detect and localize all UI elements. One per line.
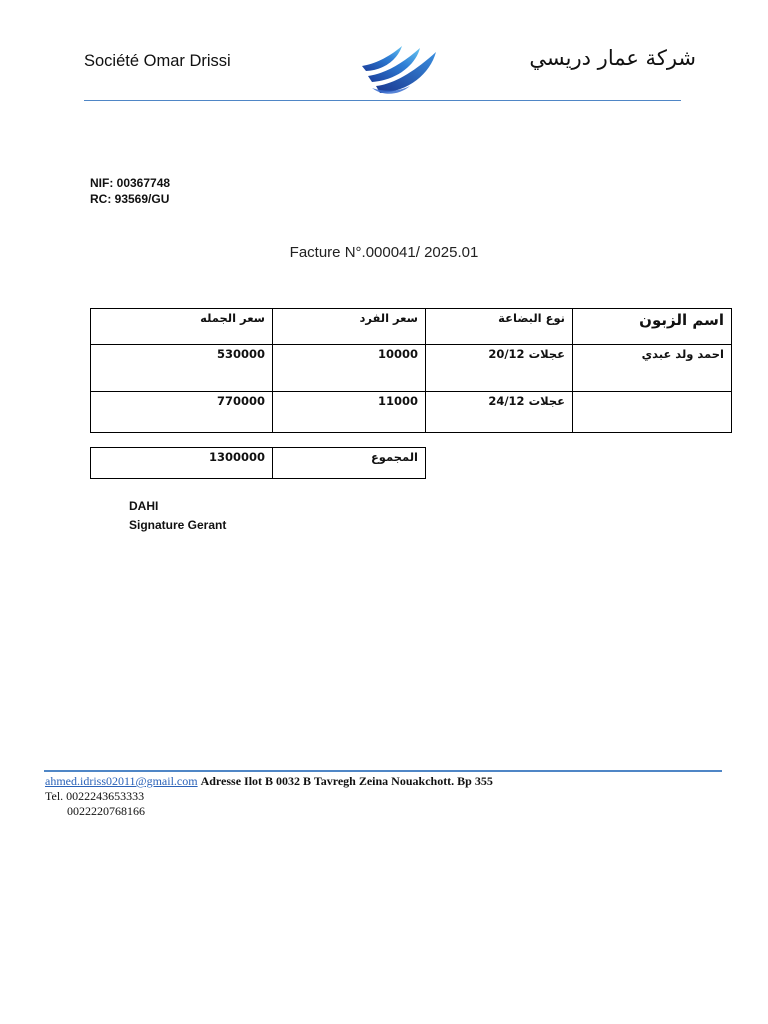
footer-line-1	[45, 774, 493, 789]
company-name-ar: شركة عمار دريسي	[529, 46, 696, 70]
telephone-1: Tel. 0022243653333	[45, 789, 145, 803]
table-row	[91, 345, 732, 392]
header-divider	[84, 100, 681, 101]
footer	[45, 774, 493, 819]
total-value: 1300000	[91, 448, 273, 479]
signature-title: Signature Gerant	[129, 518, 227, 532]
invoice-title: Facture N°.000041/ 2025.01	[289, 244, 479, 261]
company-name-fr: Société Omar Drissi	[84, 52, 231, 70]
header-unit-price: سعر الفرد	[273, 309, 426, 345]
total-label: المجموع	[273, 448, 426, 479]
cell-total-price: 770000	[91, 392, 273, 433]
company-logo	[358, 44, 440, 96]
table-row	[91, 392, 732, 433]
cell-goods-type: عجلات 20/12	[426, 345, 573, 392]
table-header-row	[91, 309, 732, 345]
cell-unit-price: 11000	[273, 392, 426, 433]
invoice-table	[90, 308, 732, 433]
email-link[interactable]: ahmed.idriss02011@gmail.com	[45, 774, 198, 788]
total-row	[91, 448, 426, 479]
total-table	[90, 447, 426, 479]
header-client-name: اسم الزبون	[573, 309, 732, 345]
wave-logo-icon	[358, 44, 440, 96]
cell-client-name	[573, 392, 732, 433]
signatory-name: DAHI	[129, 499, 159, 513]
cell-total-price: 530000	[91, 345, 273, 392]
footer-divider	[44, 770, 722, 772]
signature-block	[129, 497, 226, 535]
cell-goods-type: عجلات 24/12	[426, 392, 573, 433]
rc-number: RC: 93569/GU	[90, 192, 170, 206]
header-total-price: سعر الجمله	[91, 309, 273, 345]
nif-number: NIF: 00367748	[90, 176, 171, 190]
cell-unit-price: 10000	[273, 345, 426, 392]
company-ids	[90, 175, 170, 207]
cell-client-name: احمد ولد عبدي	[573, 345, 732, 392]
company-address: Adresse Ilot B 0032 B Tavregh Zeina Nouakchott. Bp 355	[200, 774, 493, 788]
header-goods-type: نوع البضاعة	[426, 309, 573, 345]
telephone-2: 0022220768166	[67, 804, 145, 818]
